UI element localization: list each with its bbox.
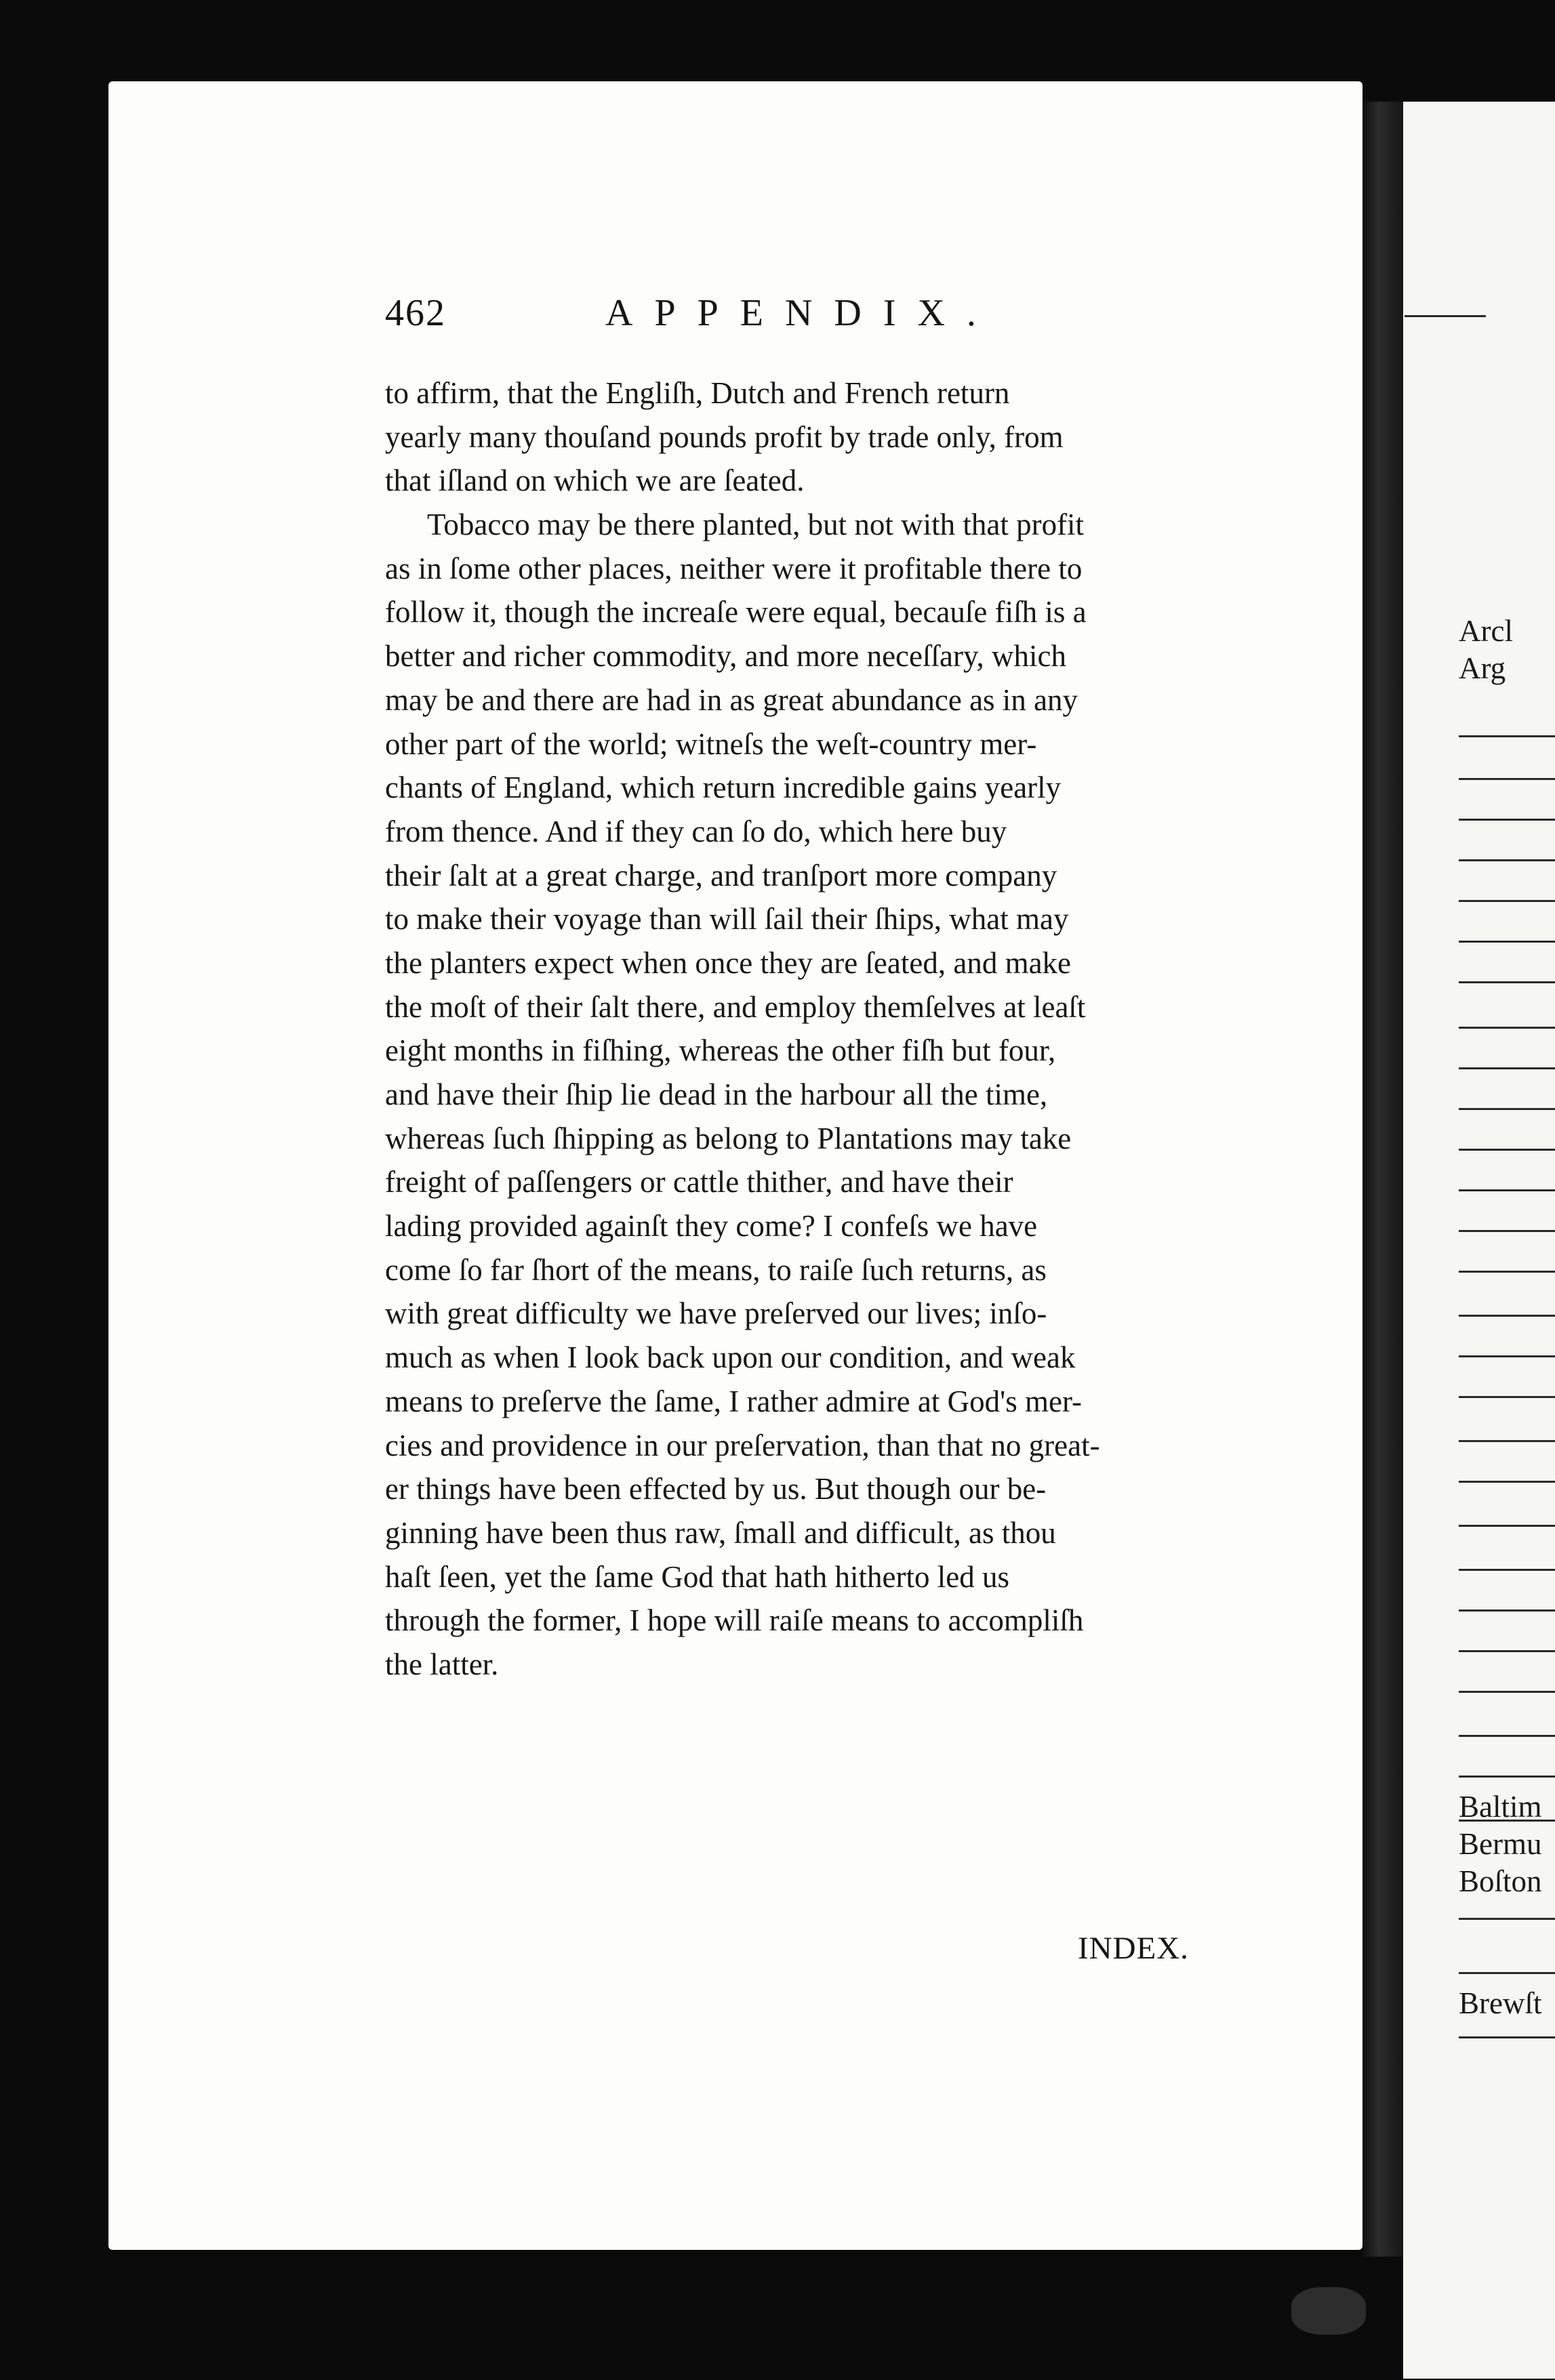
facing-rule: [1459, 859, 1555, 861]
text-line: freight of paſſengers or cattle thither, and have their: [385, 1165, 1013, 1199]
text-line: the latter.: [385, 1647, 499, 1681]
text-line: to affirm, that the Engliſh, Dutch and French return: [385, 376, 1010, 410]
text-line: come ſo far ſhort of the means, to raiſe ſuch returns, as: [385, 1252, 1047, 1287]
page-heading: APPENDIX.: [605, 292, 998, 334]
scan-shadow: [1291, 2287, 1366, 2335]
body-text: [385, 371, 1259, 1687]
facing-rule: [1459, 1149, 1555, 1151]
catchword: INDEX.: [1078, 1931, 1189, 1966]
facing-rule: [1459, 1271, 1555, 1273]
text-line: as in ſome other places, neither were it profitable there to: [385, 551, 1083, 586]
facing-rule: [1459, 1230, 1555, 1232]
text-line: better and richer commodity, and more neceſſary, which: [385, 639, 1067, 674]
facing-rule: [1459, 1440, 1555, 1442]
text-line: the moſt of their ſalt there, and employ themſelves at leaſt: [385, 989, 1086, 1024]
facing-rule: [1405, 315, 1486, 317]
facing-rule: [1459, 1609, 1555, 1612]
facing-word: Arcl: [1459, 614, 1513, 648]
facing-word: Arg: [1459, 651, 1506, 685]
facing-rule: [1459, 981, 1555, 983]
page-number: 462: [385, 292, 446, 334]
text-line: from thence. And if they can ſo do, which here buy: [385, 814, 1007, 848]
facing-rule: [1459, 1918, 1555, 1920]
facing-rule: [1459, 1315, 1555, 1317]
facing-rule: [1459, 1189, 1555, 1191]
text-line: much as when I look back upon our condition, and weak: [385, 1340, 1076, 1375]
facing-rule: [1459, 941, 1555, 943]
facing-rule: [1459, 1067, 1555, 1069]
text-line: ginning have been thus raw, ſmall and difficult, as thou: [385, 1515, 1056, 1550]
text-line: to make their voyage than will ſail their ſhips, what may: [385, 902, 1069, 937]
text-line: and have their ſhip lie dead in the harbour all the time,: [385, 1078, 1048, 1111]
facing-rule: [1459, 1569, 1555, 1571]
text-line: follow it, though the increaſe were equal, becauſe fiſh is a: [385, 595, 1087, 630]
text-line: means to preſerve the ſame, I rather admire at God's mer-: [385, 1384, 1083, 1418]
text-line: that iſland on which we are ſeated.: [385, 464, 805, 498]
facing-page: [1403, 102, 1555, 2379]
running-head: [385, 291, 1066, 346]
text-line: haſt ſeen, yet the ſame God that hath hitherto led us: [385, 1559, 1009, 1594]
text-line: chants of England, which return incredible gains yearly: [385, 771, 1062, 805]
text-line: the planters expect when once they are ſeated, and make: [385, 945, 1072, 980]
text-line: their ſalt at a great charge, and tranſport more company: [385, 858, 1057, 893]
facing-rule: [1459, 900, 1555, 902]
facing-word: Bermu: [1459, 1827, 1542, 1861]
book-gutter: [1362, 102, 1403, 2257]
facing-rule: [1459, 1355, 1555, 1357]
facing-rule: [1459, 1691, 1555, 1693]
text-line: lading provided againſt they come? I confeſs we have: [385, 1209, 1038, 1244]
facing-word: Boſton: [1459, 1864, 1542, 1898]
text-line: yearly many thouſand pounds profit by trade only, from: [385, 419, 1064, 454]
text-line: cies and providence in our preſervation, than that no great-: [385, 1428, 1100, 1462]
facing-word: Baltim: [1459, 1790, 1542, 1824]
facing-rule: [1459, 1396, 1555, 1398]
text-line: Tobacco may be there planted, but not with that profit: [427, 508, 1085, 542]
text-line: other part of the world; witneſs the weſt-country mer-: [385, 726, 1037, 761]
text-line: through the former, I hope will raiſe means to accompliſh: [385, 1603, 1084, 1638]
facing-rule: [1459, 1525, 1555, 1527]
facing-rule: [1459, 1776, 1555, 1778]
facing-rule: [1459, 735, 1555, 737]
text-line: er things have been effected by us. But though our be-: [385, 1472, 1047, 1506]
facing-rule: [1459, 1650, 1555, 1652]
text-line: eight months in fiſhing, whereas the other fiſh but four,: [385, 1033, 1056, 1068]
facing-word: Brewſt: [1459, 1986, 1542, 2020]
text-line: may be and there are had in as great abundance as in any: [385, 682, 1078, 717]
facing-rule: [1459, 1108, 1555, 1110]
facing-rule: [1459, 1027, 1555, 1029]
facing-rule: [1459, 778, 1555, 780]
facing-rule: [1459, 2036, 1555, 2038]
text-line: with great difficulty we have preſerved our lives; inſo-: [385, 1296, 1047, 1331]
facing-rule: [1459, 819, 1555, 821]
facing-rule: [1459, 1481, 1555, 1483]
facing-rule: [1459, 1735, 1555, 1737]
facing-rule: [1459, 1972, 1555, 1974]
text-line: whereas ſuch ſhipping as belong to Plantations may take: [385, 1121, 1072, 1155]
